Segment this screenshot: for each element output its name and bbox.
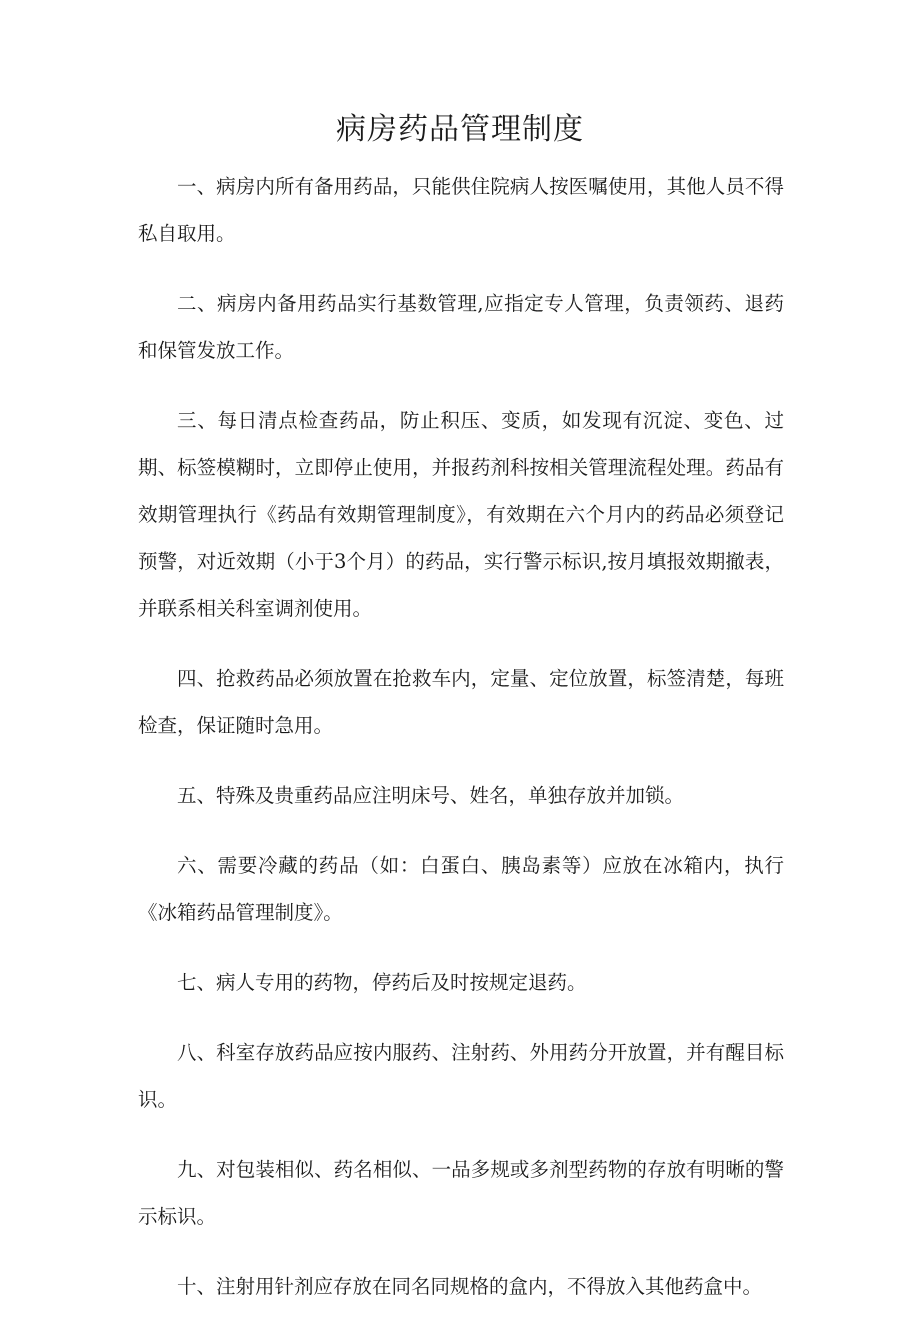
paragraph-3: 三、每日清点检查药品，防止积压、变质，如发现有沉淀、变色、过期、标签模糊时，立即停止使用，并报药剂科按相关管理流程处理。药品有效期管理执行《药品有效期管理制度》，有效期在六个月内的药品必须登记预警，对近效期（小于3个月）的药品，实行警示标识,按月填报效期撤表，并联系相关科室调剂使用。 <box>138 409 784 620</box>
paragraph-6: 六、需要冷藏的药品（如：白蛋白、胰岛素等）应放在冰箱内，执行《冰箱药品管理制度》。 <box>138 854 784 924</box>
paragraph-5: 五、特殊及贵重药品应注明床号、姓名，单独存放并加锁。 <box>177 784 685 807</box>
paragraph-4: 四、抢救药品必须放置在抢救车内，定量、定位放置，标签清楚，每班检查，保证随时急用。 <box>138 667 784 737</box>
paragraph-7: 七、病人专用的药物，停药后及时按规定退药。 <box>177 971 587 994</box>
paragraph-10: 十、注射用针剂应存放在同名同规格的盒内，不得放入其他药盒中。 <box>177 1275 763 1298</box>
paragraph-9: 九、对包装相似、药名相似、一品多规或多剂型药物的存放有明晰的警示标识。 <box>138 1158 784 1228</box>
paragraph-2: 二、病房内备用药品实行基数管理,应指定专人管理，负责领药、退药和保管发放工作。 <box>138 292 784 362</box>
paragraph-1: 一、病房内所有备用药品，只能供住院病人按医嘱使用，其他人员不得私自取用。 <box>138 175 784 245</box>
document-body <box>138 163 784 1333</box>
paragraph-8: 八、科室存放药品应按内服药、注射药、外用药分开放置，并有醒目标识。 <box>138 1041 784 1111</box>
page-title: 病房药品管理制度 <box>336 112 584 147</box>
